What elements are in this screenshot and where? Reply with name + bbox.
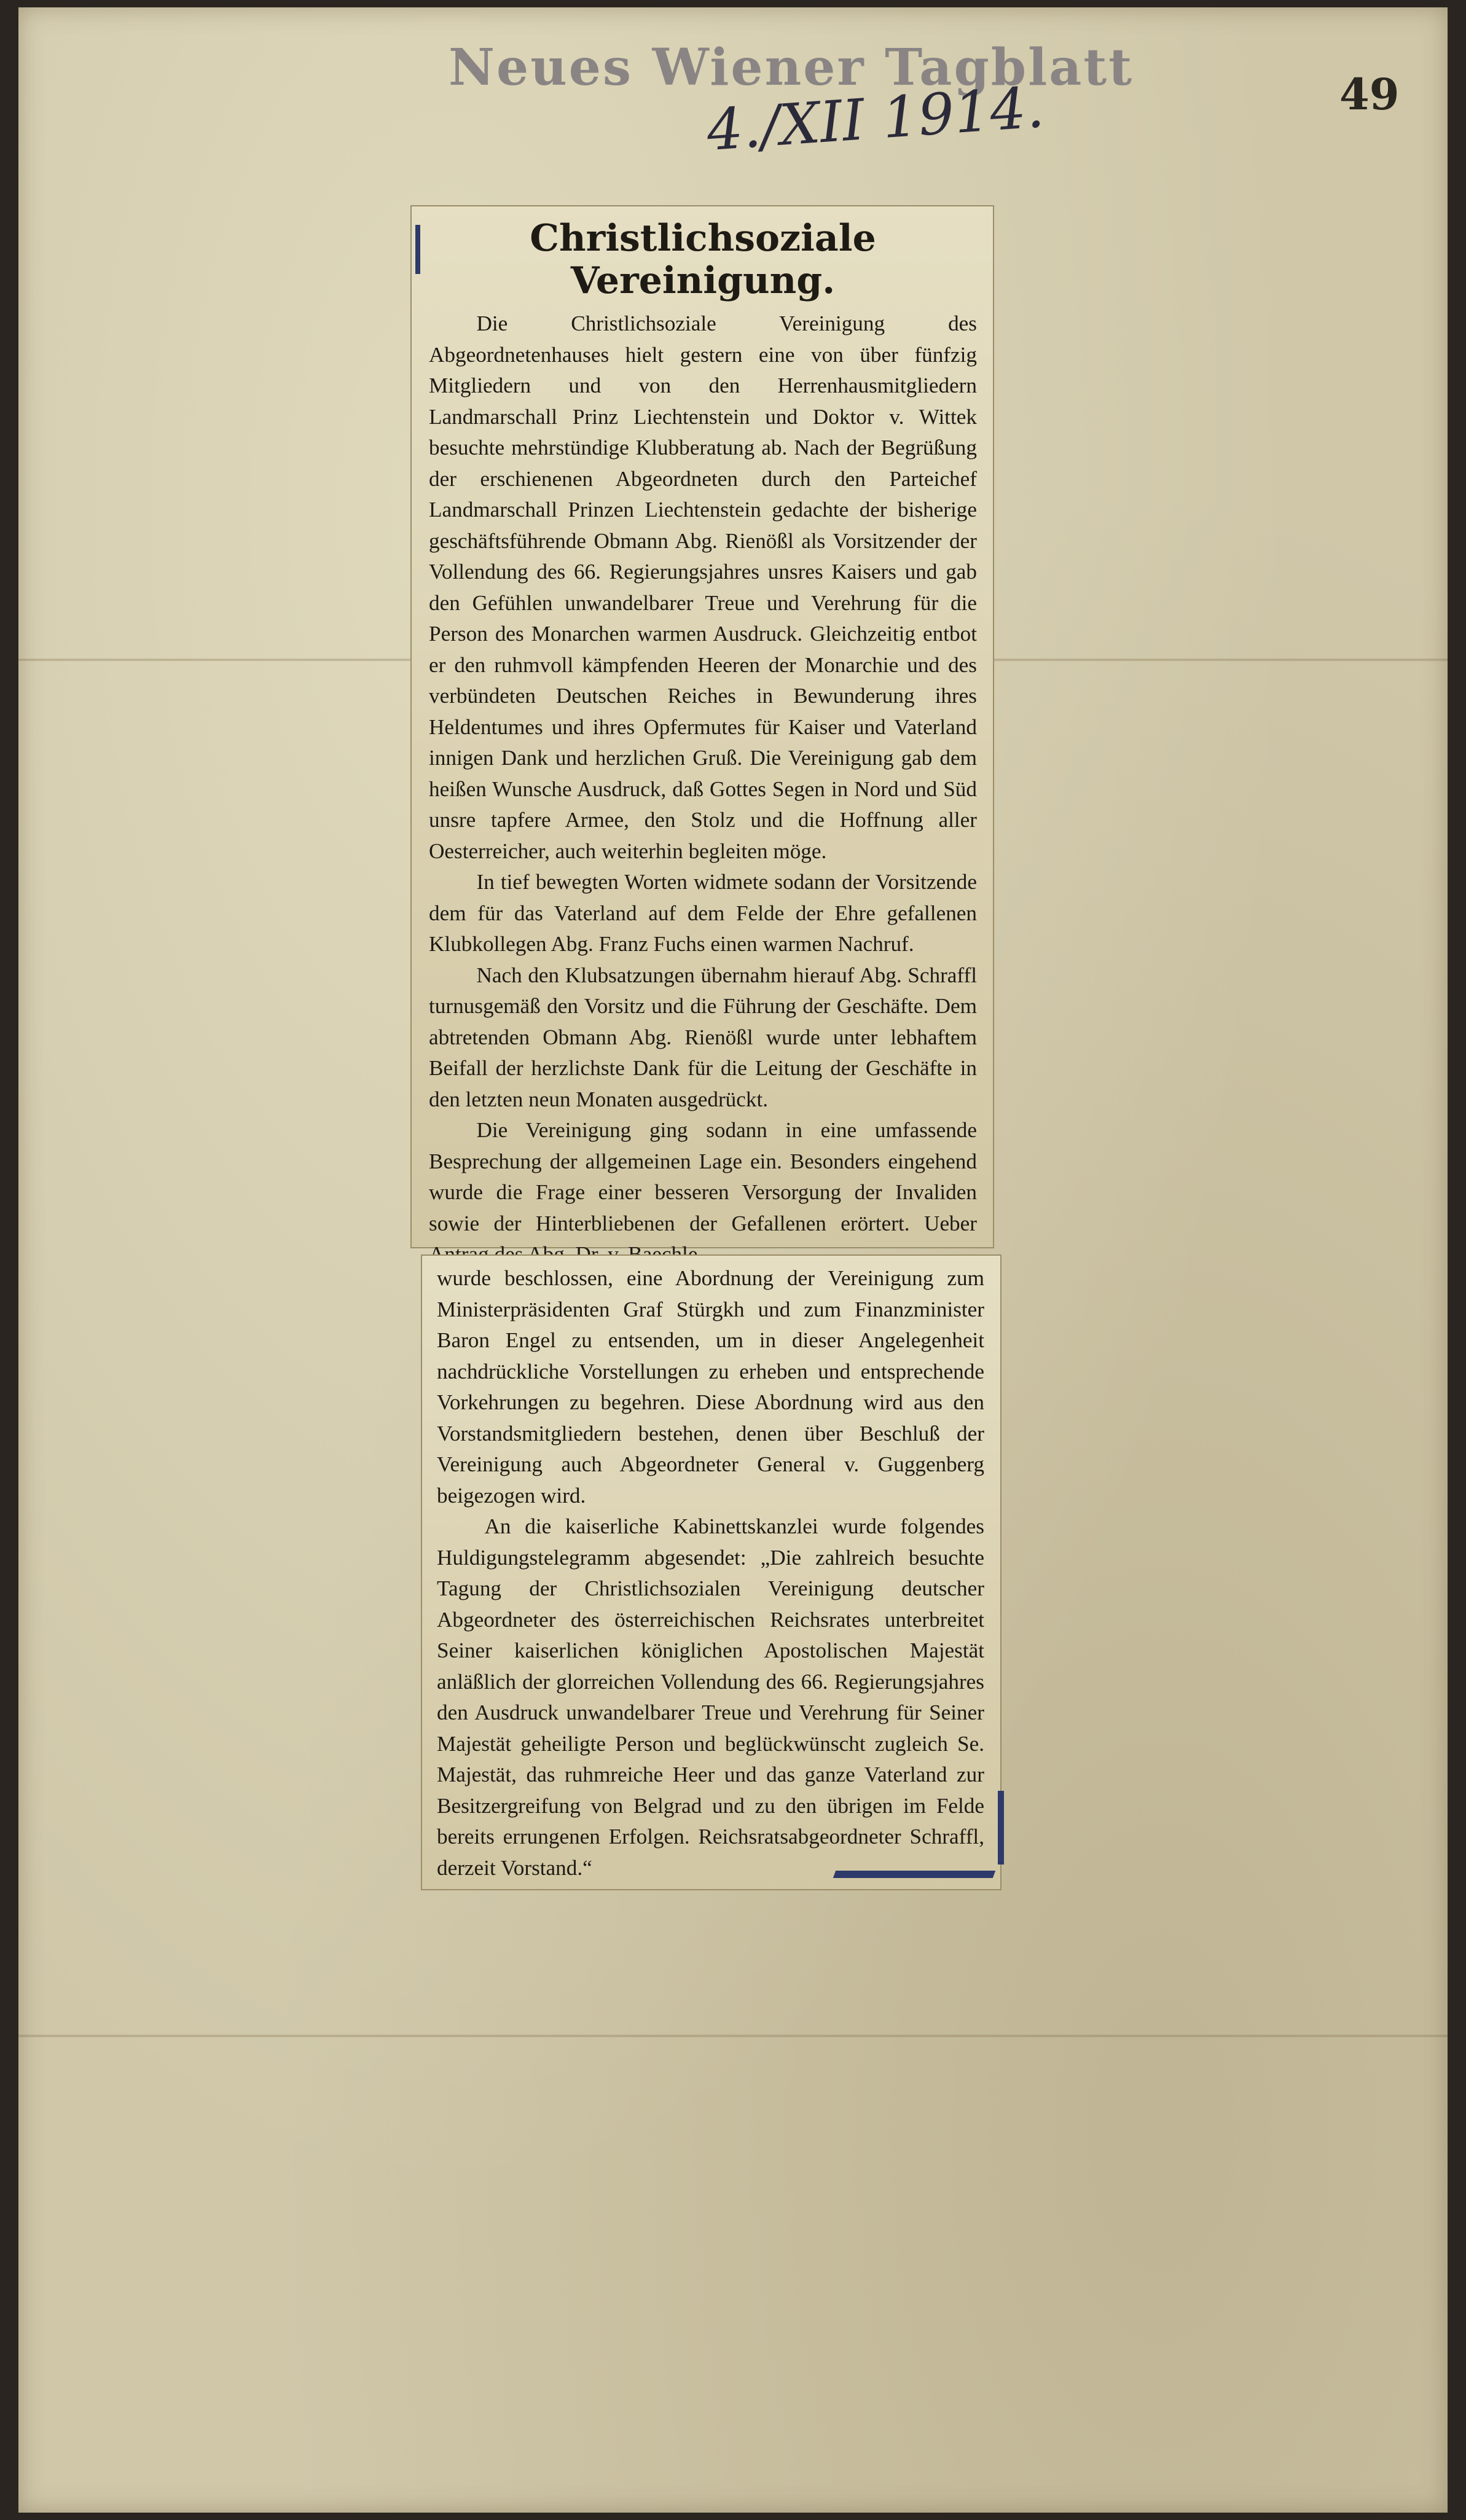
blue-pencil-mark [833, 1871, 995, 1878]
newspaper-clipping-top [410, 205, 994, 1248]
article-paragraph: Nach den Klubsatzungen übernahm hierauf Abg. Schraffl turnusgemäß den Vorsitz und die Führung der Geschäfte. Dem abtretenden Obmann Abg. Rienößl wurde unter lebhaftem Beifall der herzlichste Dank für die Leitung der Geschäfte in den letzten neun Monaten ausgedrückt. [429, 963, 977, 1111]
paper-crease [18, 2035, 1448, 2037]
article-headline: Christlichsoziale Vereinigung. [530, 217, 876, 302]
newspaper-name-stamp: Neues Wiener Tagblatt [449, 38, 1134, 97]
page-number: 49 [1339, 69, 1400, 120]
newspaper-clipping-bottom [421, 1254, 1002, 1890]
article-paragraph: wurde beschlossen, eine Abordnung der Vereinigung zum Ministerpräsidenten Graf Stürgkh und zum Finanzminister Baron Engel zu entsenden, um in dieser Angelegenheit nachdrückliche Vorstellungen zu erheben und entsprechende Vorkehrungen zu begehren. Diese Abordnung wird aus den Vorstandsmitgliedern bestehen, denen über Beschluß der Vereinigung auch Abgeordneter General v. Guggenberg beigezogen wird. [437, 1266, 984, 1508]
article-paragraph: An die kaiserliche Kabinettskanzlei wurde folgendes Huldigungstelegramm abgesendet: „Die zahlreich besuchte Tagung der Christlichsozialen Vereinigung deutscher Abgeordneter des österreichischen Reichsrates unterbreitet Seiner kaiserlichen königlichen Apostolischen Majestät anläßlich der glorreichen Vollendung des 66. Regierungsjahres den Ausdruck unwandelbarer Treue und Verehrung für Seiner Majestät geheiligte Person und beglückwünscht zugleich Se. Majestät, das ruhmreiche Heer und das ganze Vaterland zur Besitzergreifung von Belgrad und zu den übrigen im Felde bereits errungenen Erfolgen. Reichsratsabgeordneter Schraffl, derzeit Vorstand.“ [437, 1514, 984, 1880]
blue-pencil-mark [415, 225, 420, 274]
archive-page [18, 7, 1448, 2513]
article-paragraph: In tief bewegten Worten widmete sodann der Vorsitzende dem für das Vaterland auf dem Felde der Ehre gefallenen Klubkollegen Abg. Franz Fuchs einen warmen Nachruf. [429, 870, 977, 957]
article-paragraph: Die Vereinigung ging sodann in eine umfassende Besprechung der allgemeinen Lage ein. Besonders eingehend wurde die Frage einer besseren Versorgung der Invaliden sowie der Hinterbliebenen der Gefallenen erörtert. Ueber [429, 1118, 977, 1235]
blue-pencil-mark [998, 1791, 1004, 1865]
handwritten-date: 4./XII 1914. [704, 74, 1046, 164]
article-paragraph: Die Christlichsoziale Vereinigung des Abgeordnetenhauses hielt gestern eine von über fünfzig Mitgliedern und von den Herrenhausmitgliedern Landmarschall Prinz Liechtenstein und Doktor v. Wittek besuchte mehrstündige Klubberatung ab. Nach der Begrüßung der erschienenen Abgeordneten durch den Parteichef Landmarschall Prinzen Liechtenstein gedachte der bisherige geschäftsführende Obmann Abg. Rienößl als Vorsitzender der Vollendung des 66. Regierungsjahres unsres Kaisers und gab den Gefühlen unwandelbarer Treue und Verehrung für die Person des Monarchen warmen Ausdruck. Gleichzeitig entbot er den ruhmvoll kämpfenden Heeren der Monarchie und des verbündeten Deutschen Reiches in Bewunderung ihres Heldentumes und ihres Opfermutes für Kaiser und Vaterland innigen Dank und herzlichen Gruß. Die Vereinigung gab dem heißen Wunsche Ausdruck, daß Gottes Segen in Nord und Süd unsre tapfere Armee, den Stolz und die Hoffnung aller Oesterreicher, auch weiterhin begleiten möge. [429, 311, 977, 863]
